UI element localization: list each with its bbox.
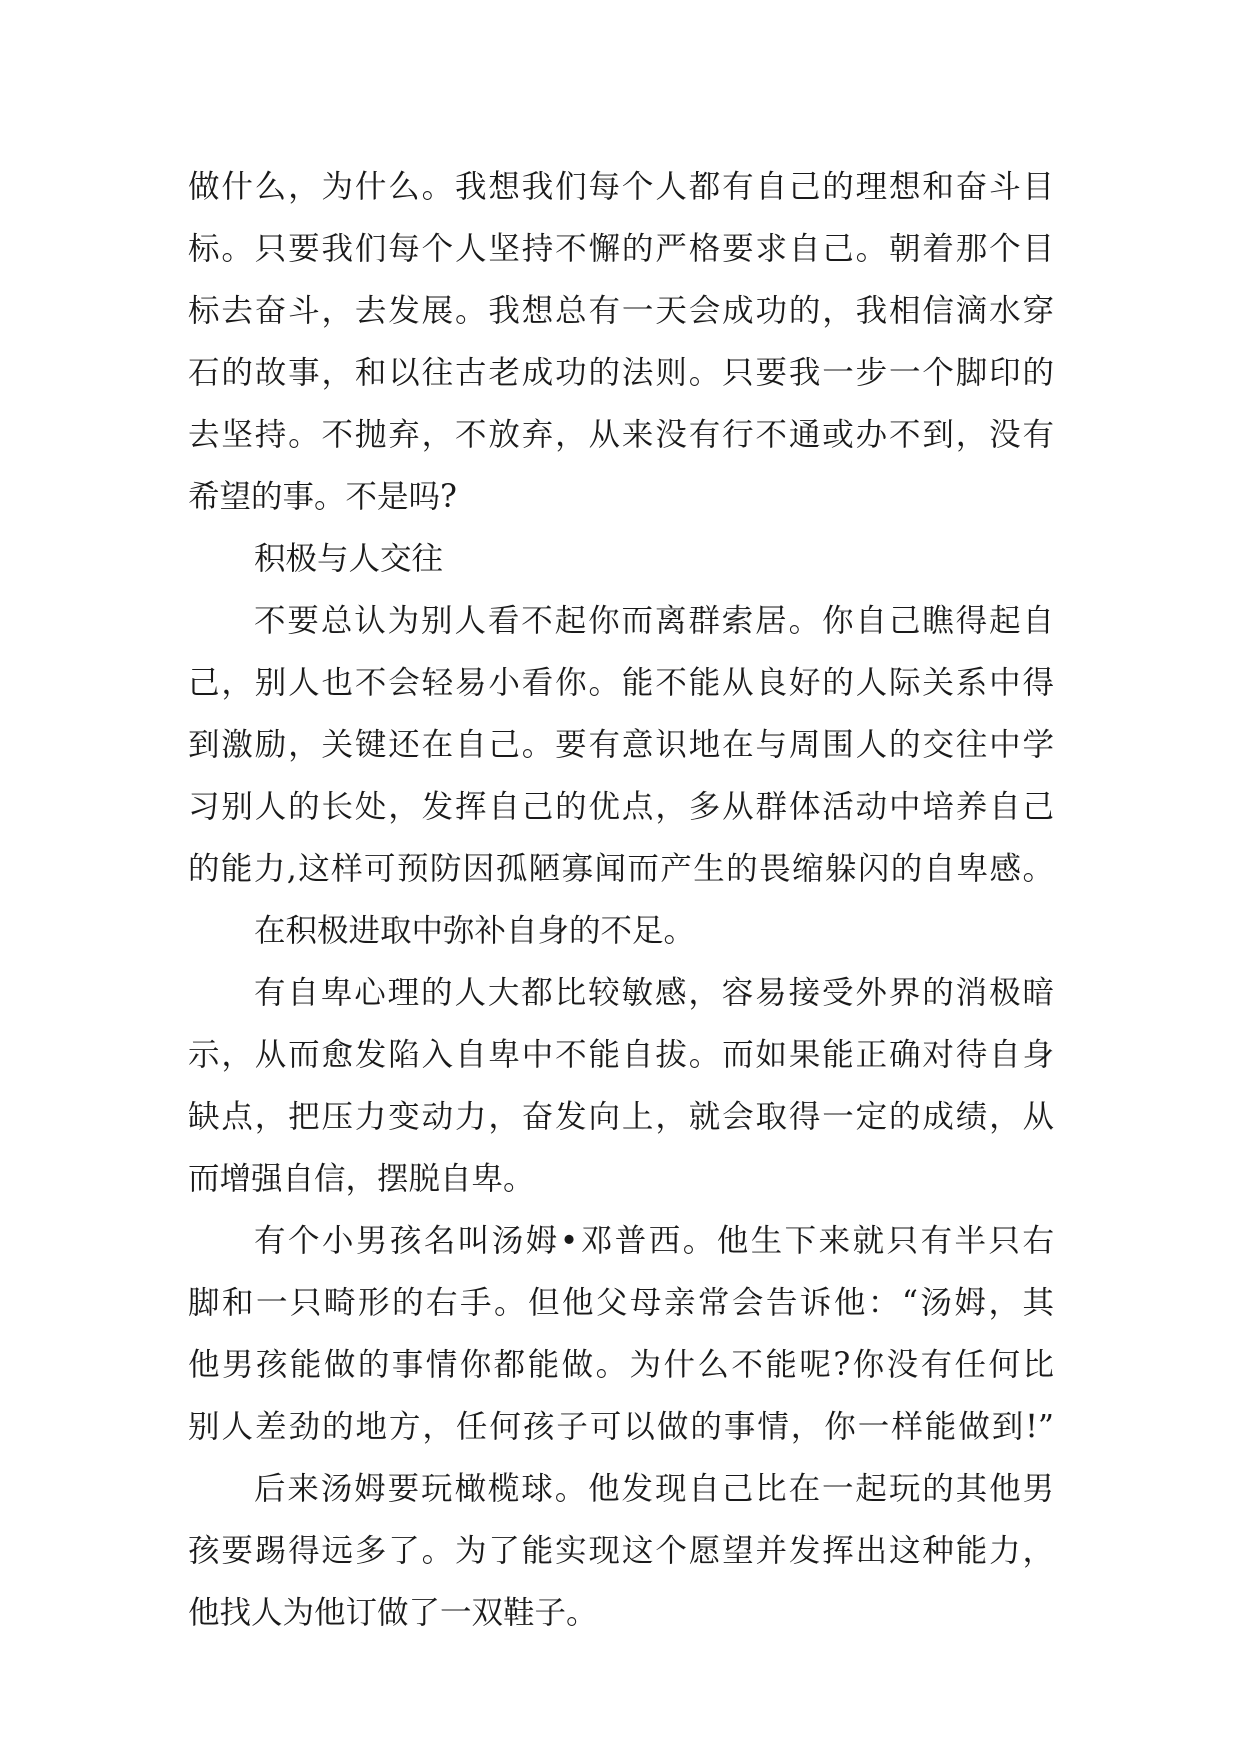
text-line: 习别人的长处，发挥自己的优点，多从群体活动中培养自己 — [188, 789, 1054, 825]
text-line: 后来汤姆要玩橄榄球。他发现自己比在一起玩的其他男 — [254, 1471, 1054, 1507]
text-line: 他找人为他订做了一双鞋子。 — [188, 1595, 598, 1631]
document-body — [188, 156, 1054, 1644]
text-line: 做什么，为什么。我想我们每个人都有自己的理想和奋斗目 — [188, 169, 1054, 205]
text-line: 别人差劲的地方，任何孩子可以做的事情，你一样能做到!” — [188, 1409, 1054, 1445]
text-line: 孩要踢得远多了。为了能实现这个愿望并发挥出这种能力， — [188, 1533, 1054, 1569]
text-line: 标。只要我们每个人坚持不懈的严格要求自己。朝着那个目 — [188, 231, 1054, 267]
text-line: 标去奋斗，去发展。我想总有一天会成功的，我相信滴水穿 — [188, 293, 1054, 329]
text-line: 希望的事。不是吗? — [188, 479, 457, 515]
text-line: 有个小男孩名叫汤姆•邓普西。他生下来就只有半只右 — [254, 1223, 1054, 1259]
text-line: 有自卑心理的人大都比较敏感，容易接受外界的消极暗 — [254, 975, 1054, 1011]
text-line: 石的故事，和以往古老成功的法则。只要我一步一个脚印的 — [188, 355, 1054, 391]
text-line: 示，从而愈发陷入自卑中不能自拔。而如果能正确对待自身 — [188, 1037, 1054, 1073]
section-heading: 积极与人交往 — [254, 541, 444, 577]
text-line: 脚和一只畸形的右手。但他父母亲常会告诉他：“汤姆，其 — [188, 1285, 1054, 1321]
text-line: 去坚持。不抛弃，不放弃，从来没有行不通或办不到，没有 — [188, 417, 1054, 453]
text-line: 缺点，把压力变动力，奋发向上，就会取得一定的成绩，从 — [188, 1099, 1054, 1135]
text-line: 的能力,这样可预防因孤陋寡闻而产生的畏缩躲闪的自卑感。 — [188, 851, 1054, 887]
text-line: 他男孩能做的事情你都能做。为什么不能呢?你没有任何比 — [188, 1347, 1054, 1383]
text-line: 不要总认为别人看不起你而离群索居。你自己瞧得起自 — [254, 603, 1054, 639]
text-line: 到激励，关键还在自己。要有意识地在与周围人的交往中学 — [188, 727, 1054, 763]
section-heading: 在积极进取中弥补自身的不足。 — [254, 913, 696, 949]
text-line: 而增强自信，摆脱自卑。 — [188, 1161, 535, 1197]
text-line: 己，别人也不会轻易小看你。能不能从良好的人际关系中得 — [188, 665, 1054, 701]
